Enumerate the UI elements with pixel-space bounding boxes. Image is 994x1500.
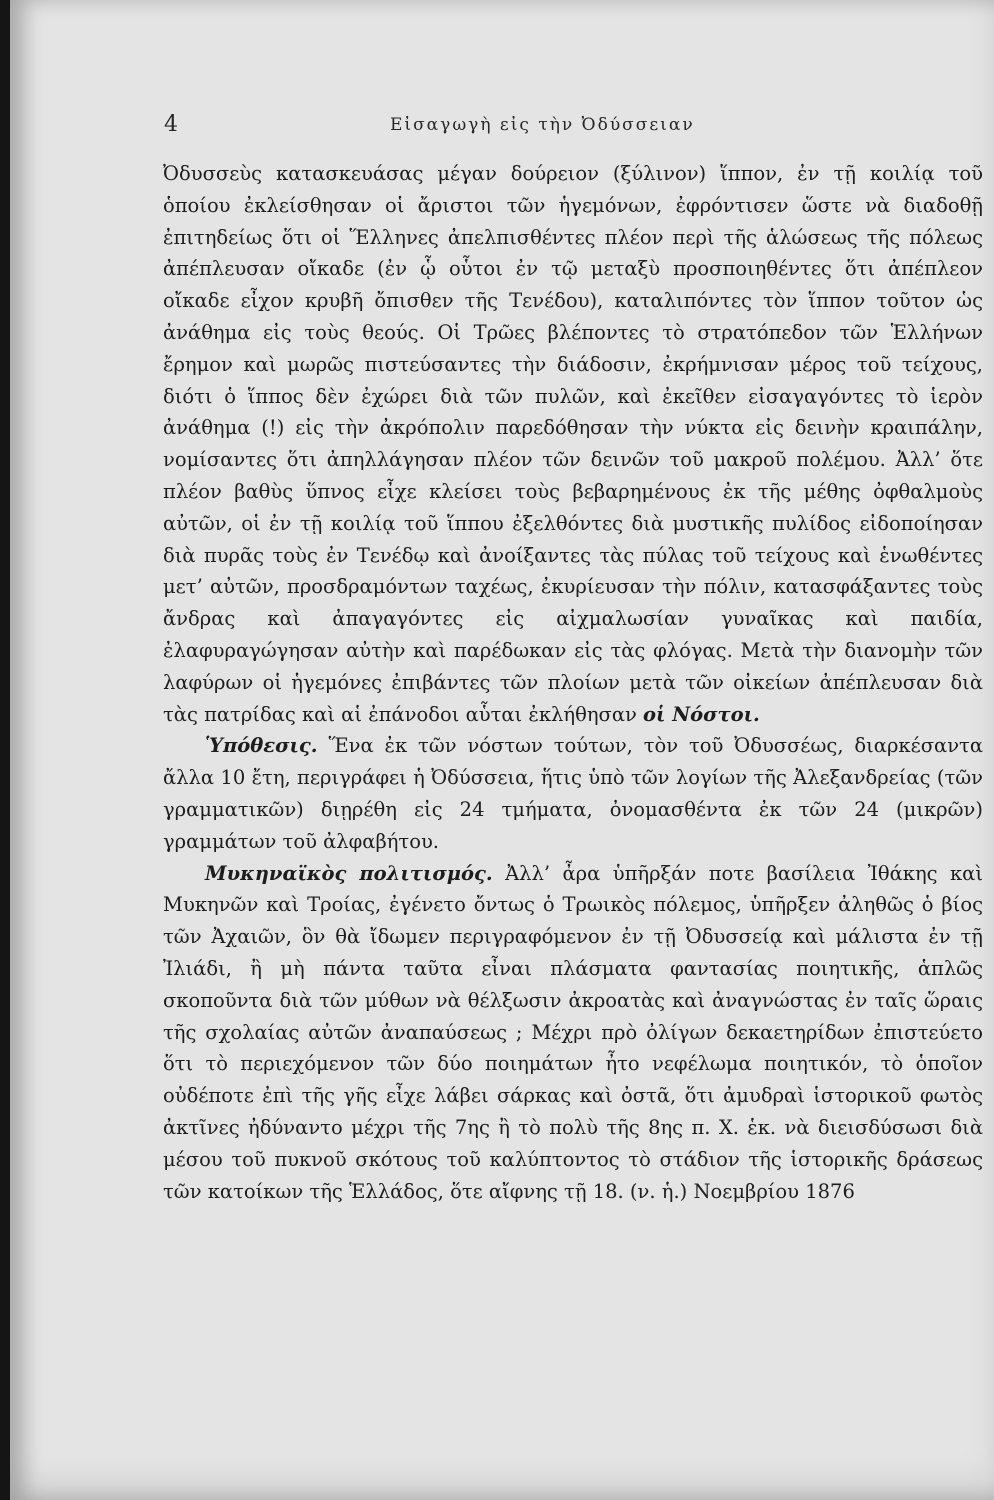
body-text: [163, 158, 983, 1207]
running-title: Εἰσαγωγὴ εἰς τὴν Ὀδύσσειαν: [390, 115, 695, 135]
page-header: [160, 112, 974, 142]
paragraph-mycenaean-civilization: [163, 858, 983, 1208]
paragraph-text: Ὀδυσσεὺς κατασκευάσας μέγαν δούρειον (ξύλινον) ἵππον, ἐν τῇ κοιλίᾳ τοῦ ὁποίου ἐκλείσθησαν οἱ ἄριστοι τῶν ἡγεμόνων, ἐφρόντισεν ὥστε νὰ διαδοθῇ ἐπιτηδείως ὅτι οἱ Ἕλληνες ἀπελπισθέντες πλέον περὶ τῆς ἁλώσεως τῆς πόλεως ἀπέπλευσαν οἴκαδε (ἐν ᾧ οὗτοι ἐν τῷ μεταξὺ προσποιηθέντες ὅτι ἀπέπλεον οἴκαδε εἶχον κρυβῆ ὄπισθεν τῆς Τενέδου), καταλιπόντες τὸν ἵππον τοῦτον ὡς ἀνάθημα εἰς τοὺς θεούς. Οἱ Τρῶες βλέποντες τὸ στρατόπεδον τῶν Ἑλλήνων ἔρημον καὶ μωρῶς πιστεύσαντες τὴν διάδοσιν, ἐκρήμνισαν μέρος τοῦ τείχους, διότι ὁ ἵππος δὲν ἐχώρει διὰ τῶν πυλῶν, καὶ ἐκεῖθεν εἰσαγαγόντες τὸ ἱερὸν ἀνάθημα (!) εἰς τὴν ἀκρόπολιν παρεδόθησαν τὴν νύκτα εἰς δεινὴν κραιπάλην, νομίσαντες ὅτι ἀπηλλάγησαν πλέον τῶν δεινῶν τοῦ μακροῦ πολέμου. Ἀλλ’ ὅτε πλέον βαθὺς ὕπνος εἶχε κλείσει τοὺς βεβαρημένους ἐκ τῆς μέθης ὀφθαλμοὺς αὐτῶν, οἱ ἐν τῇ κοιλίᾳ τοῦ ἵππου ἐξελθόντες διὰ μυστικῆς πυλίδος εἰδοποίησαν διὰ πυρᾶς τοὺς ἐν Τενέδῳ καὶ ἀνοίξαντες τὰς πύλας τοῦ τείχους καὶ ἑνωθέντες μετ’ αὐτῶν, προσδραμόντων ταχέως, ἐκυρίευσαν τὴν πόλιν, κατασφάξαντες τοὺς ἄνδρας καὶ ἀπαγαγόντες εἰς αἰχμαλωσίαν γυναῖκας καὶ παιδία, ἐλαφυραγώγησαν αὐτὴν καὶ παρέδωκαν εἰς τὰς φλόγας. Μετὰ τὴν διανομὴν τῶν λαφύρων οἱ ἡγεμόνες ἐπιβάντες τῶν πλοίων μετὰ τῶν οἰκείων ἀπέπλευσαν διὰ τὰς πατρίδας καὶ αἱ ἐπάνοδοι αὗται ἐκλήθησαν: [163, 162, 983, 726]
paragraph-trojan-horse: [163, 158, 983, 730]
book-page: [10, 0, 994, 1500]
term-nostoi: οἱ Νόστοι.: [643, 702, 760, 726]
paragraph-hypothesis: [163, 730, 983, 857]
page-number: 4: [164, 112, 178, 137]
section-heading-mycenaean: Μυκηναϊκὸς πολιτισμός.: [205, 861, 493, 885]
section-heading-hypothesis: Ὑπόθεσις.: [205, 734, 318, 758]
paragraph-text: Ἕνα ἐκ τῶν νόστων τούτων, τὸν τοῦ Ὀδυσσέως, διαρκέσαντα ἄλλα 10 ἔτη, περιγράφει ἡ Ὀδύσσεια, ἥτις ὑπὸ τῶν λογίων τῆς Ἀλεξανδρείας (τῶν γραμματικῶν) διῃρέθη εἰς 24 τμήματα, ὀνομασθέντα ἐκ τῶν 24 (μικρῶν) γραμμάτων τοῦ ἀλφαβήτου.: [163, 734, 984, 853]
paragraph-text: Ἀλλ’ ἆρα ὑπῆρξάν ποτε βασίλεια Ἰθάκης καὶ Μυκηνῶν καὶ Τροίας, ἐγένετο ὄντως ὁ Τρωικὸς πόλεμος, ὑπῆρξεν ἀληθῶς ὁ βίος τῶν Ἀχαιῶν, ὃν θὰ ἴδωμεν περιγραφόμενον ἐν τῇ Ὀδυσσείᾳ καὶ μάλιστα ἐν τῇ Ἰλιάδι, ἢ μὴ πάντα ταῦτα εἶναι πλάσματα φαντασίας ποιητικῆς, ἁπλῶς σκοποῦντα διὰ τῶν μύθων νὰ θέλξωσιν ἀκροατὰς καὶ ἀναγνώστας ἐν ταῖς ὥραις τῆς σχολαίας αὐτῶν ἀναπαύσεως ; Μέχρι πρὸ ὀλίγων δεκαετηρίδων ἐπιστεύετο ὅτι τὸ περιεχόμενον τῶν δύο ποιημάτων ἦτο νεφέλωμα ποιητικόν, τὸ ὁποῖον οὐδέποτε ἐπὶ τῆς γῆς εἶχε λάβει σάρκας καὶ ὀστᾶ, ὅτι ἀμυδραὶ ἱστορικοῦ φωτὸς ἀκτῖνες ἠδύναντο μέχρι τῆς 7ης ἢ τὸ πολὺ τῆς 8ης π. Χ. ἑκ. νὰ διεισδύσωσι διὰ μέσου τοῦ πυκνοῦ σκότους τοῦ καλύπτοντος τὸ στάδιον τῆς ἱστορικῆς δράσεως τῶν κατοίκων τῆς Ἑλλάδος, ὅτε αἴφνης τῇ 18. (ν. ἡ.) Νοεμβρίου 1876: [163, 861, 983, 1203]
